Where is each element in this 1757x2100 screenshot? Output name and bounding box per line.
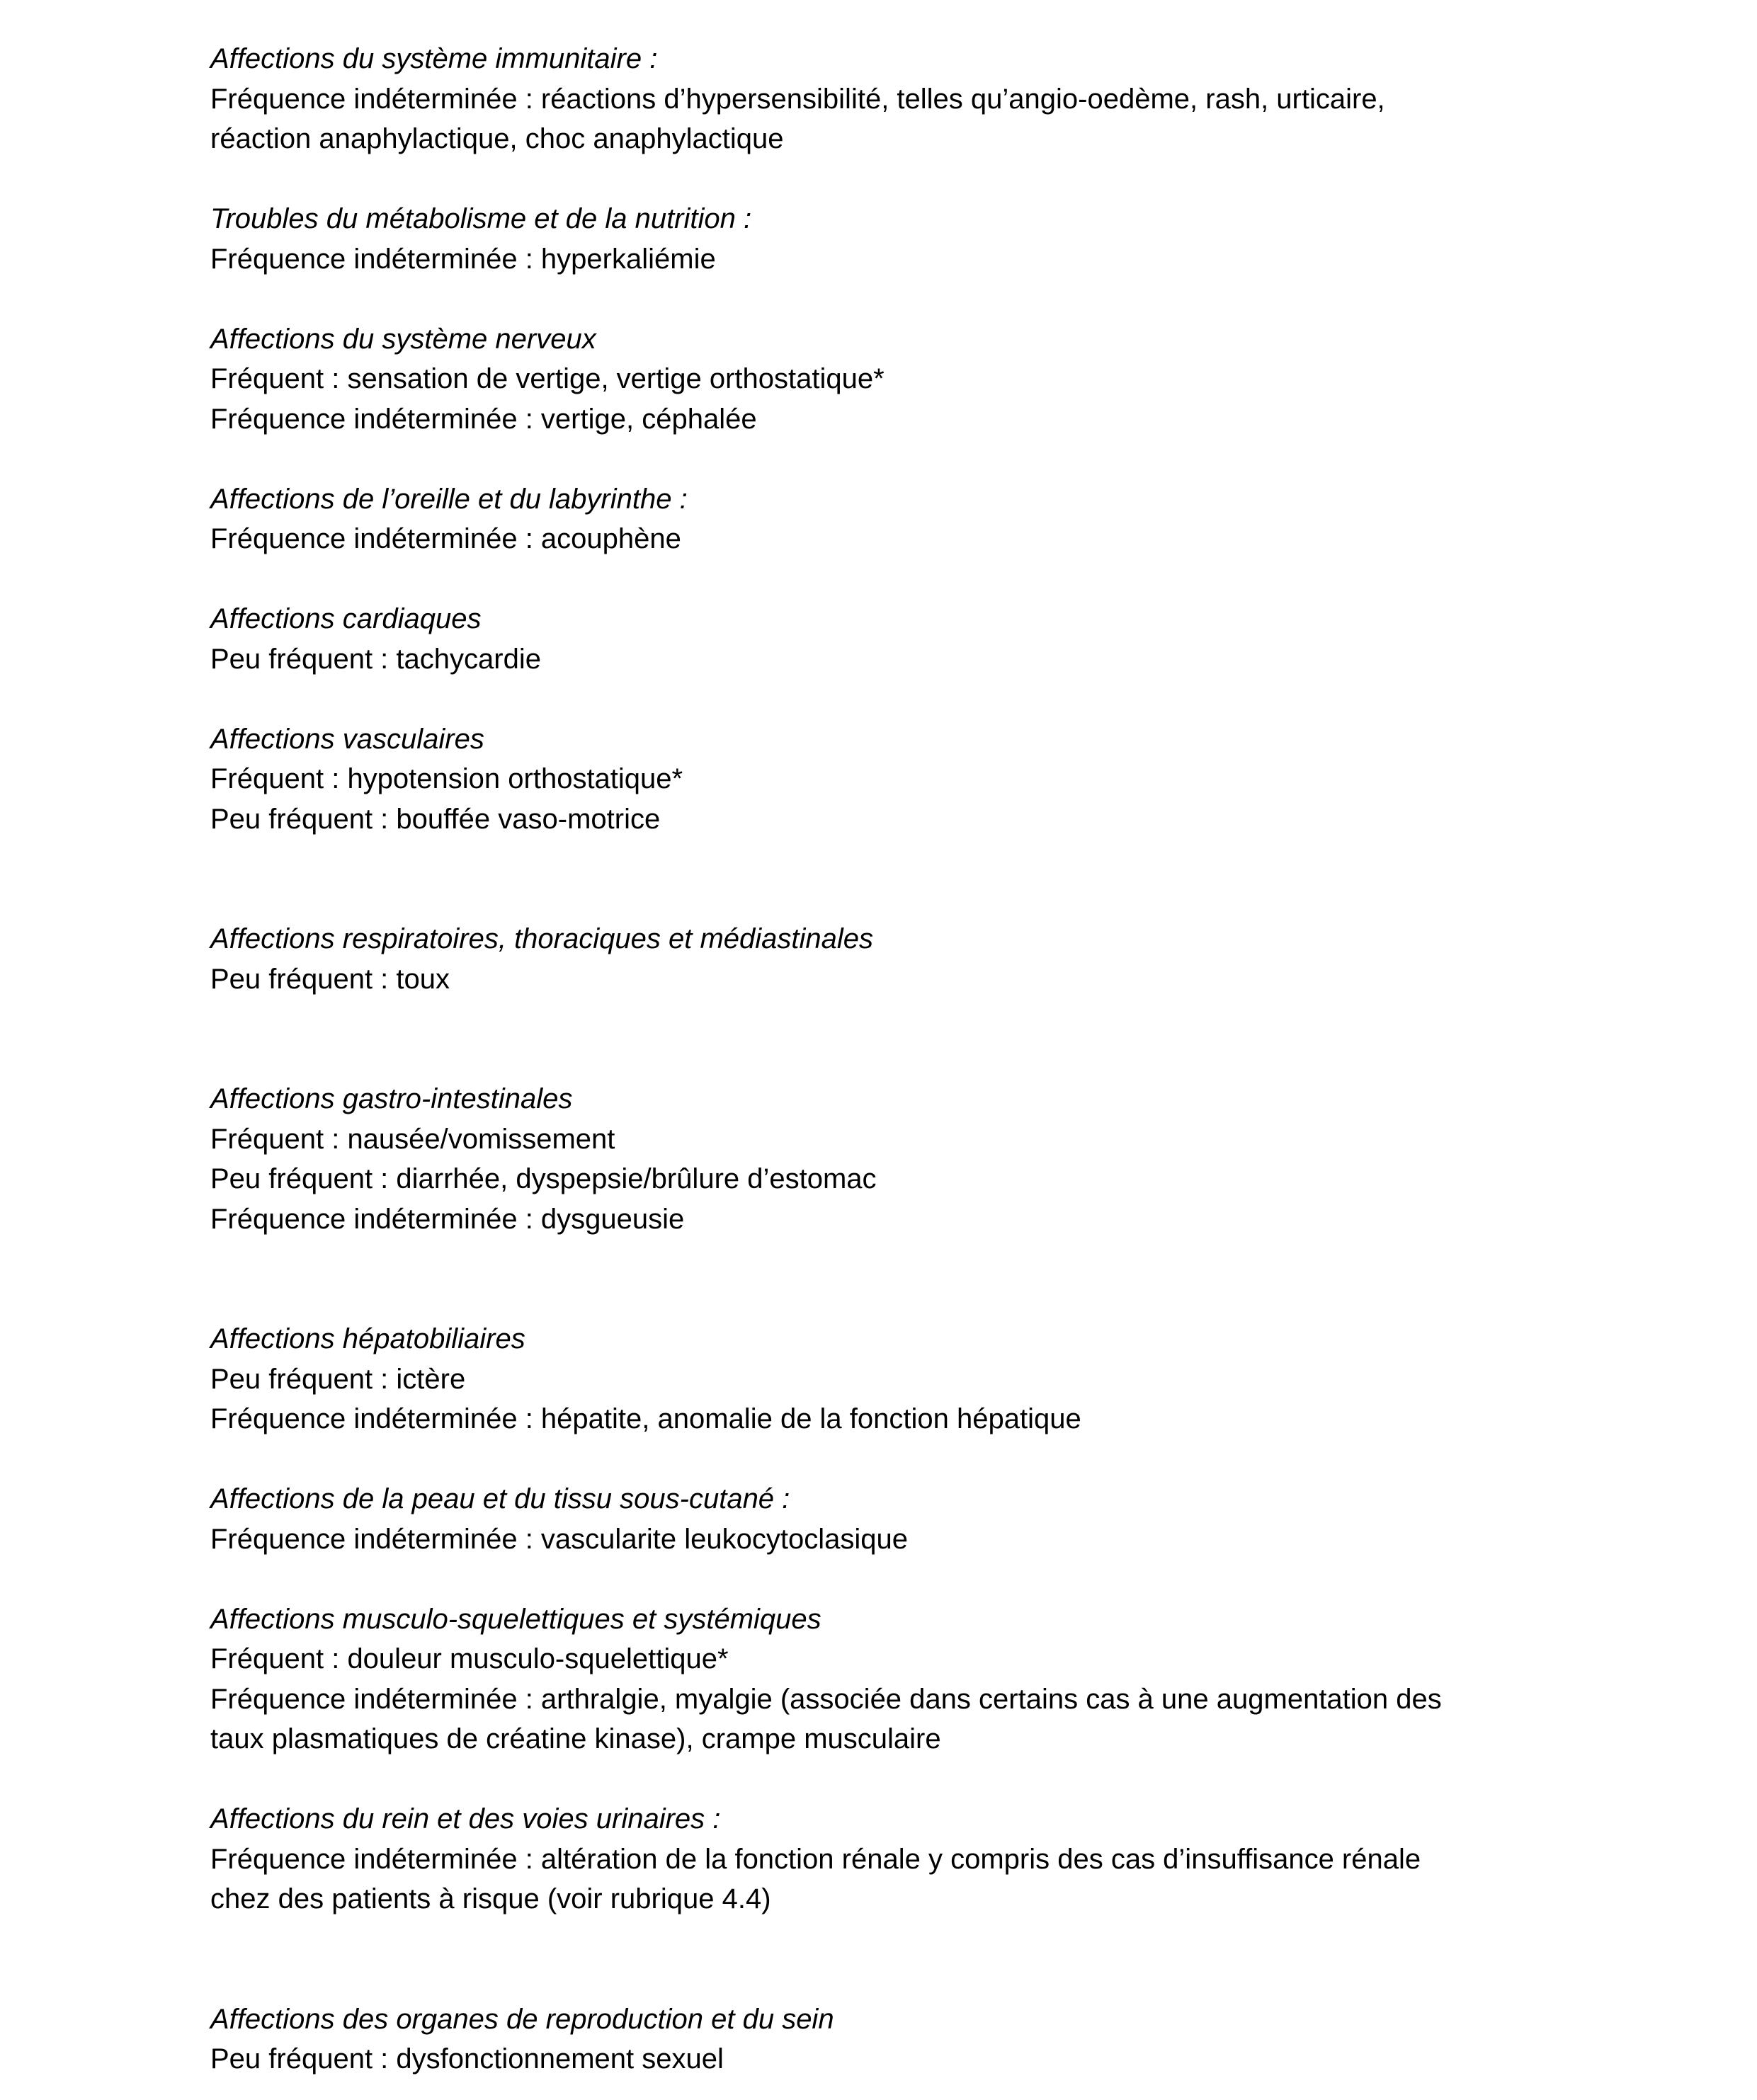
spacer: [210, 439, 1542, 479]
section-line: Fréquence indéterminée : vascularite leukocytoclasique: [210, 1523, 908, 1555]
section-heading: Affections de la peau et du tissu sous-cutané :: [210, 1483, 790, 1514]
section-line: Peu fréquent : ictère: [210, 1363, 466, 1395]
section-heading: Affections gastro-intestinales: [210, 1083, 573, 1114]
spacer: [210, 559, 1542, 600]
spacer: [210, 999, 1542, 1079]
section-line: Fréquence indéterminée : acouphène: [210, 523, 681, 554]
section-skin-subcutaneous: [210, 1479, 1542, 1559]
section-line: Fréquence indéterminée : hyperkaliémie: [210, 243, 716, 275]
spacer: [210, 159, 1542, 200]
section-line: taux plasmatiques de créatine kinase), crampe musculaire: [210, 1723, 941, 1754]
section-line: Peu fréquent : dysfonctionnement sexuel: [210, 2043, 724, 2075]
section-line: Fréquent : douleur musculo-squelettique*: [210, 1643, 729, 1674]
section-line: réaction anaphylactique, choc anaphylactique: [210, 123, 784, 154]
section-line: Peu fréquent : diarrhée, dyspepsie/brûlure d’estomac: [210, 1163, 877, 1194]
section-vascular: [210, 719, 1542, 840]
section-line: Fréquence indéterminée : hépatite, anomalie de la fonction hépatique: [210, 1403, 1081, 1434]
section-heading: Affections du rein et des voies urinaires :: [210, 1803, 721, 1834]
section-line: Fréquent : hypotension orthostatique*: [210, 763, 683, 794]
section-line: Peu fréquent : bouffée vaso-motrice: [210, 803, 661, 835]
section-gastrointestinal: [210, 1079, 1542, 1239]
section-heading: Affections musculo-squelettiques et systémiques: [210, 1603, 821, 1635]
spacer: [210, 1239, 1542, 1319]
section-nervous-system: [210, 319, 1542, 440]
document-page: [210, 39, 1542, 2079]
section-metabolism-nutrition: [210, 199, 1542, 279]
section-ear-labyrinth: [210, 479, 1542, 559]
spacer: [210, 1439, 1542, 1480]
section-line: Peu fréquent : toux: [210, 963, 450, 995]
section-renal-urinary: [210, 1799, 1542, 1919]
section-line: Fréquence indéterminée : altération de la fonction rénale y compris des cas d’insuffisance rénale: [210, 1843, 1421, 1875]
section-heading: Affections du système nerveux: [210, 323, 596, 355]
section-reproductive-breast: [210, 1999, 1542, 2079]
spacer: [210, 839, 1542, 919]
section-heading: Affections cardiaques: [210, 603, 482, 634]
section-line: Fréquence indéterminée : dysgueusie: [210, 1203, 685, 1235]
section-heading: Troubles du métabolisme et de la nutrition :: [210, 203, 752, 234]
section-heading: Affections des organes de reproduction et du sein: [210, 2003, 834, 2035]
section-heading: Affections vasculaires: [210, 723, 484, 755]
section-heading: Affections hépatobiliaires: [210, 1323, 525, 1354]
section-immune-system: [210, 39, 1542, 159]
section-line: Peu fréquent : tachycardie: [210, 643, 541, 675]
section-heading: Affections respiratoires, thoraciques et médiastinales: [210, 923, 874, 954]
section-heading: Affections du système immunitaire :: [210, 43, 658, 74]
section-line: chez des patients à risque (voir rubrique 4.4): [210, 1883, 771, 1914]
section-line: Fréquence indéterminée : réactions d’hypersensibilité, telles qu’angio-oedème, rash, urticaire,: [210, 83, 1385, 115]
section-musculoskeletal: [210, 1599, 1542, 1759]
section-line: Fréquent : nausée/vomissement: [210, 1123, 615, 1155]
spacer: [210, 1759, 1542, 1800]
spacer: [210, 1559, 1542, 1599]
section-line: Fréquence indéterminée : vertige, céphalée: [210, 403, 757, 435]
section-heading: Affections de l’oreille et du labyrinthe :: [210, 483, 688, 515]
section-cardiac: [210, 599, 1542, 679]
spacer: [210, 679, 1542, 719]
section-hepatobiliary: [210, 1319, 1542, 1439]
section-line: Fréquent : sensation de vertige, vertige orthostatique*: [210, 363, 885, 394]
spacer: [210, 1919, 1542, 1999]
section-line: Fréquence indéterminée : arthralgie, myalgie (associée dans certains cas à une augmentation des: [210, 1683, 1442, 1715]
spacer: [210, 279, 1542, 319]
section-respiratory: [210, 919, 1542, 999]
